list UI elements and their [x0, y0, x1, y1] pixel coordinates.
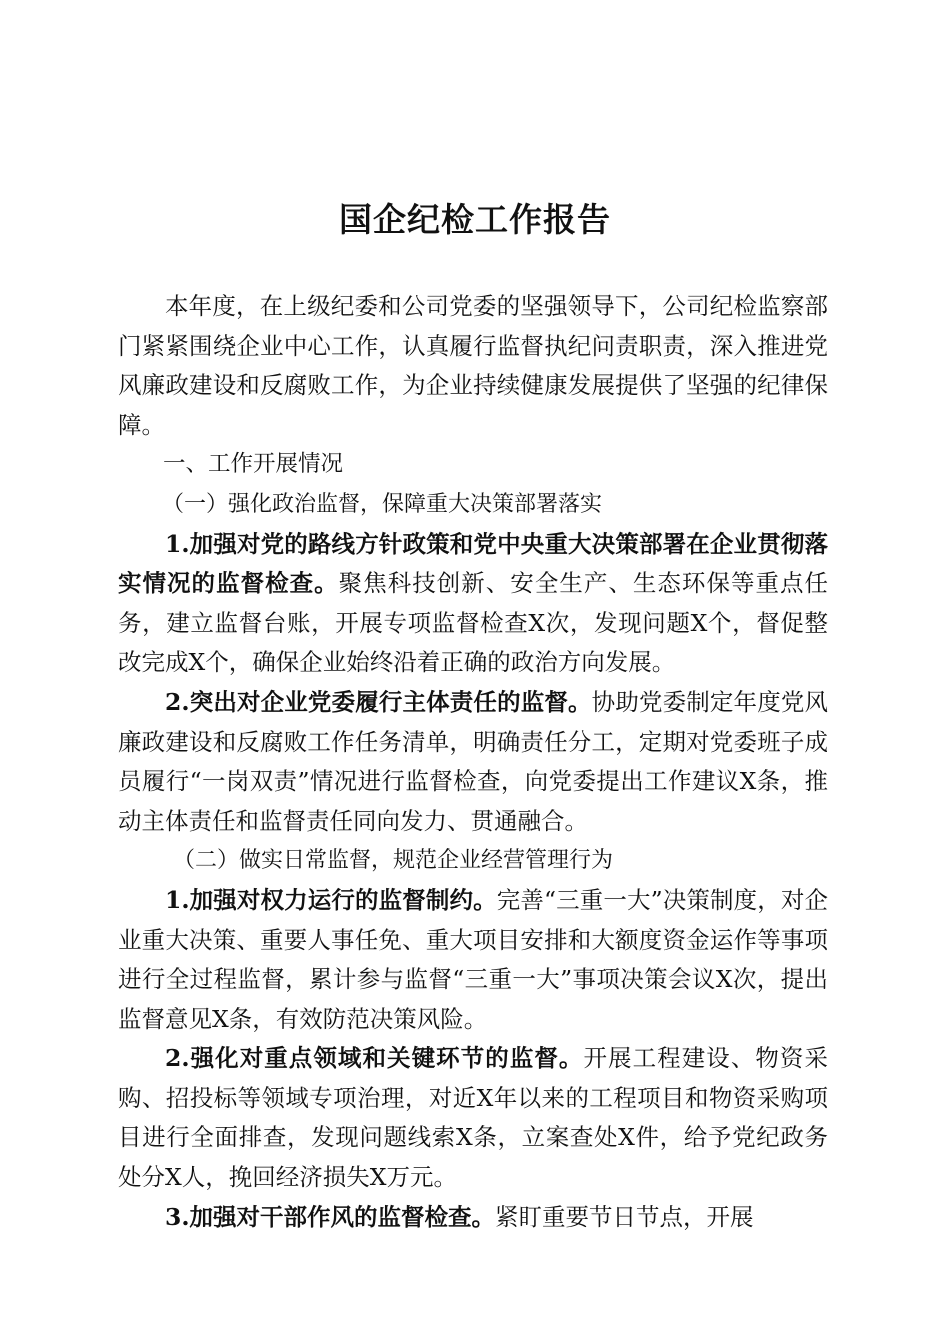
paragraph-text: 完善“三重一大”决策制度，对企业重大决策、重要人事任免、重大项目安排和大额度资金运作等事项进行全过程监督，累计参与监督“三重一大”事项决策会议X次，提出监督意见X条，有效防范决策风险。: [118, 885, 828, 1033]
paragraph-text: 紧盯重要节日节点，开展: [495, 1202, 754, 1231]
paragraph-text: 开展工程建设、物资采购、招投标等领域专项治理，对近X年以来的工程项目和物资采购项目进行全面排查，发现问题线索X条，立案查处X件，给予党纪政务处分X人，挽回经济损失X万元。: [118, 1044, 828, 1192]
section-heading: 一、工作开展情况: [163, 451, 344, 478]
document-title: 国企纪检工作报告: [339, 200, 611, 239]
document-body: [118, 287, 828, 1237]
paragraph-text: 协助党委制定年度党风廉政建设和反腐败工作任务清单，明确责任分工，定期对党委班子成员履行“一岗双责”情况进行监督检查，向党委提出工作建议X条，推动主体责任和监督责任同向发力、贯通融合。: [118, 687, 828, 835]
paragraph-lead: 3.加强对干部作风的监督检查。: [165, 1202, 496, 1231]
paragraph-lead: 2.强化对重点领域和关键环节的监督。: [165, 1044, 584, 1073]
paragraph-text: 聚焦科技创新、安全生产、生态环保等重点任务，建立监督台账，开展专项监督检查X次，发现问题X个，督促整改完成X个，确保企业始终沿着正确的政治方向发展。: [118, 569, 829, 677]
subsection-heading: （二）做实日常监督，规范企业经营管理行为: [173, 848, 614, 874]
paragraph-item: [118, 683, 828, 841]
paragraph-lead: 1.加强对权力运行的监督制约。: [165, 885, 497, 914]
paragraph-item: [118, 525, 828, 683]
paragraph-item: [118, 1198, 828, 1238]
paragraph-item: [118, 881, 828, 1039]
paragraph-lead: 1.加强对党的路线方针政策和党中央重大决策部署在企业贯彻落实情况的监督检查。: [118, 529, 828, 598]
intro-paragraph: 本年度，在上级纪委和公司党委的坚强领导下，公司纪检监察部门紧紧围绕企业中心工作，认真履行监督执纪问责职责，深入推进党风廉政建设和反腐败工作，为企业持续健康发展提供了坚强的纪律保障。: [118, 292, 828, 439]
subsection-heading: （一）强化政治监督，保障重大决策部署落实: [162, 491, 603, 517]
paragraph-item: [118, 1039, 828, 1197]
paragraph-lead: 2.突出对企业党委履行主体责任的监督。: [165, 687, 592, 716]
